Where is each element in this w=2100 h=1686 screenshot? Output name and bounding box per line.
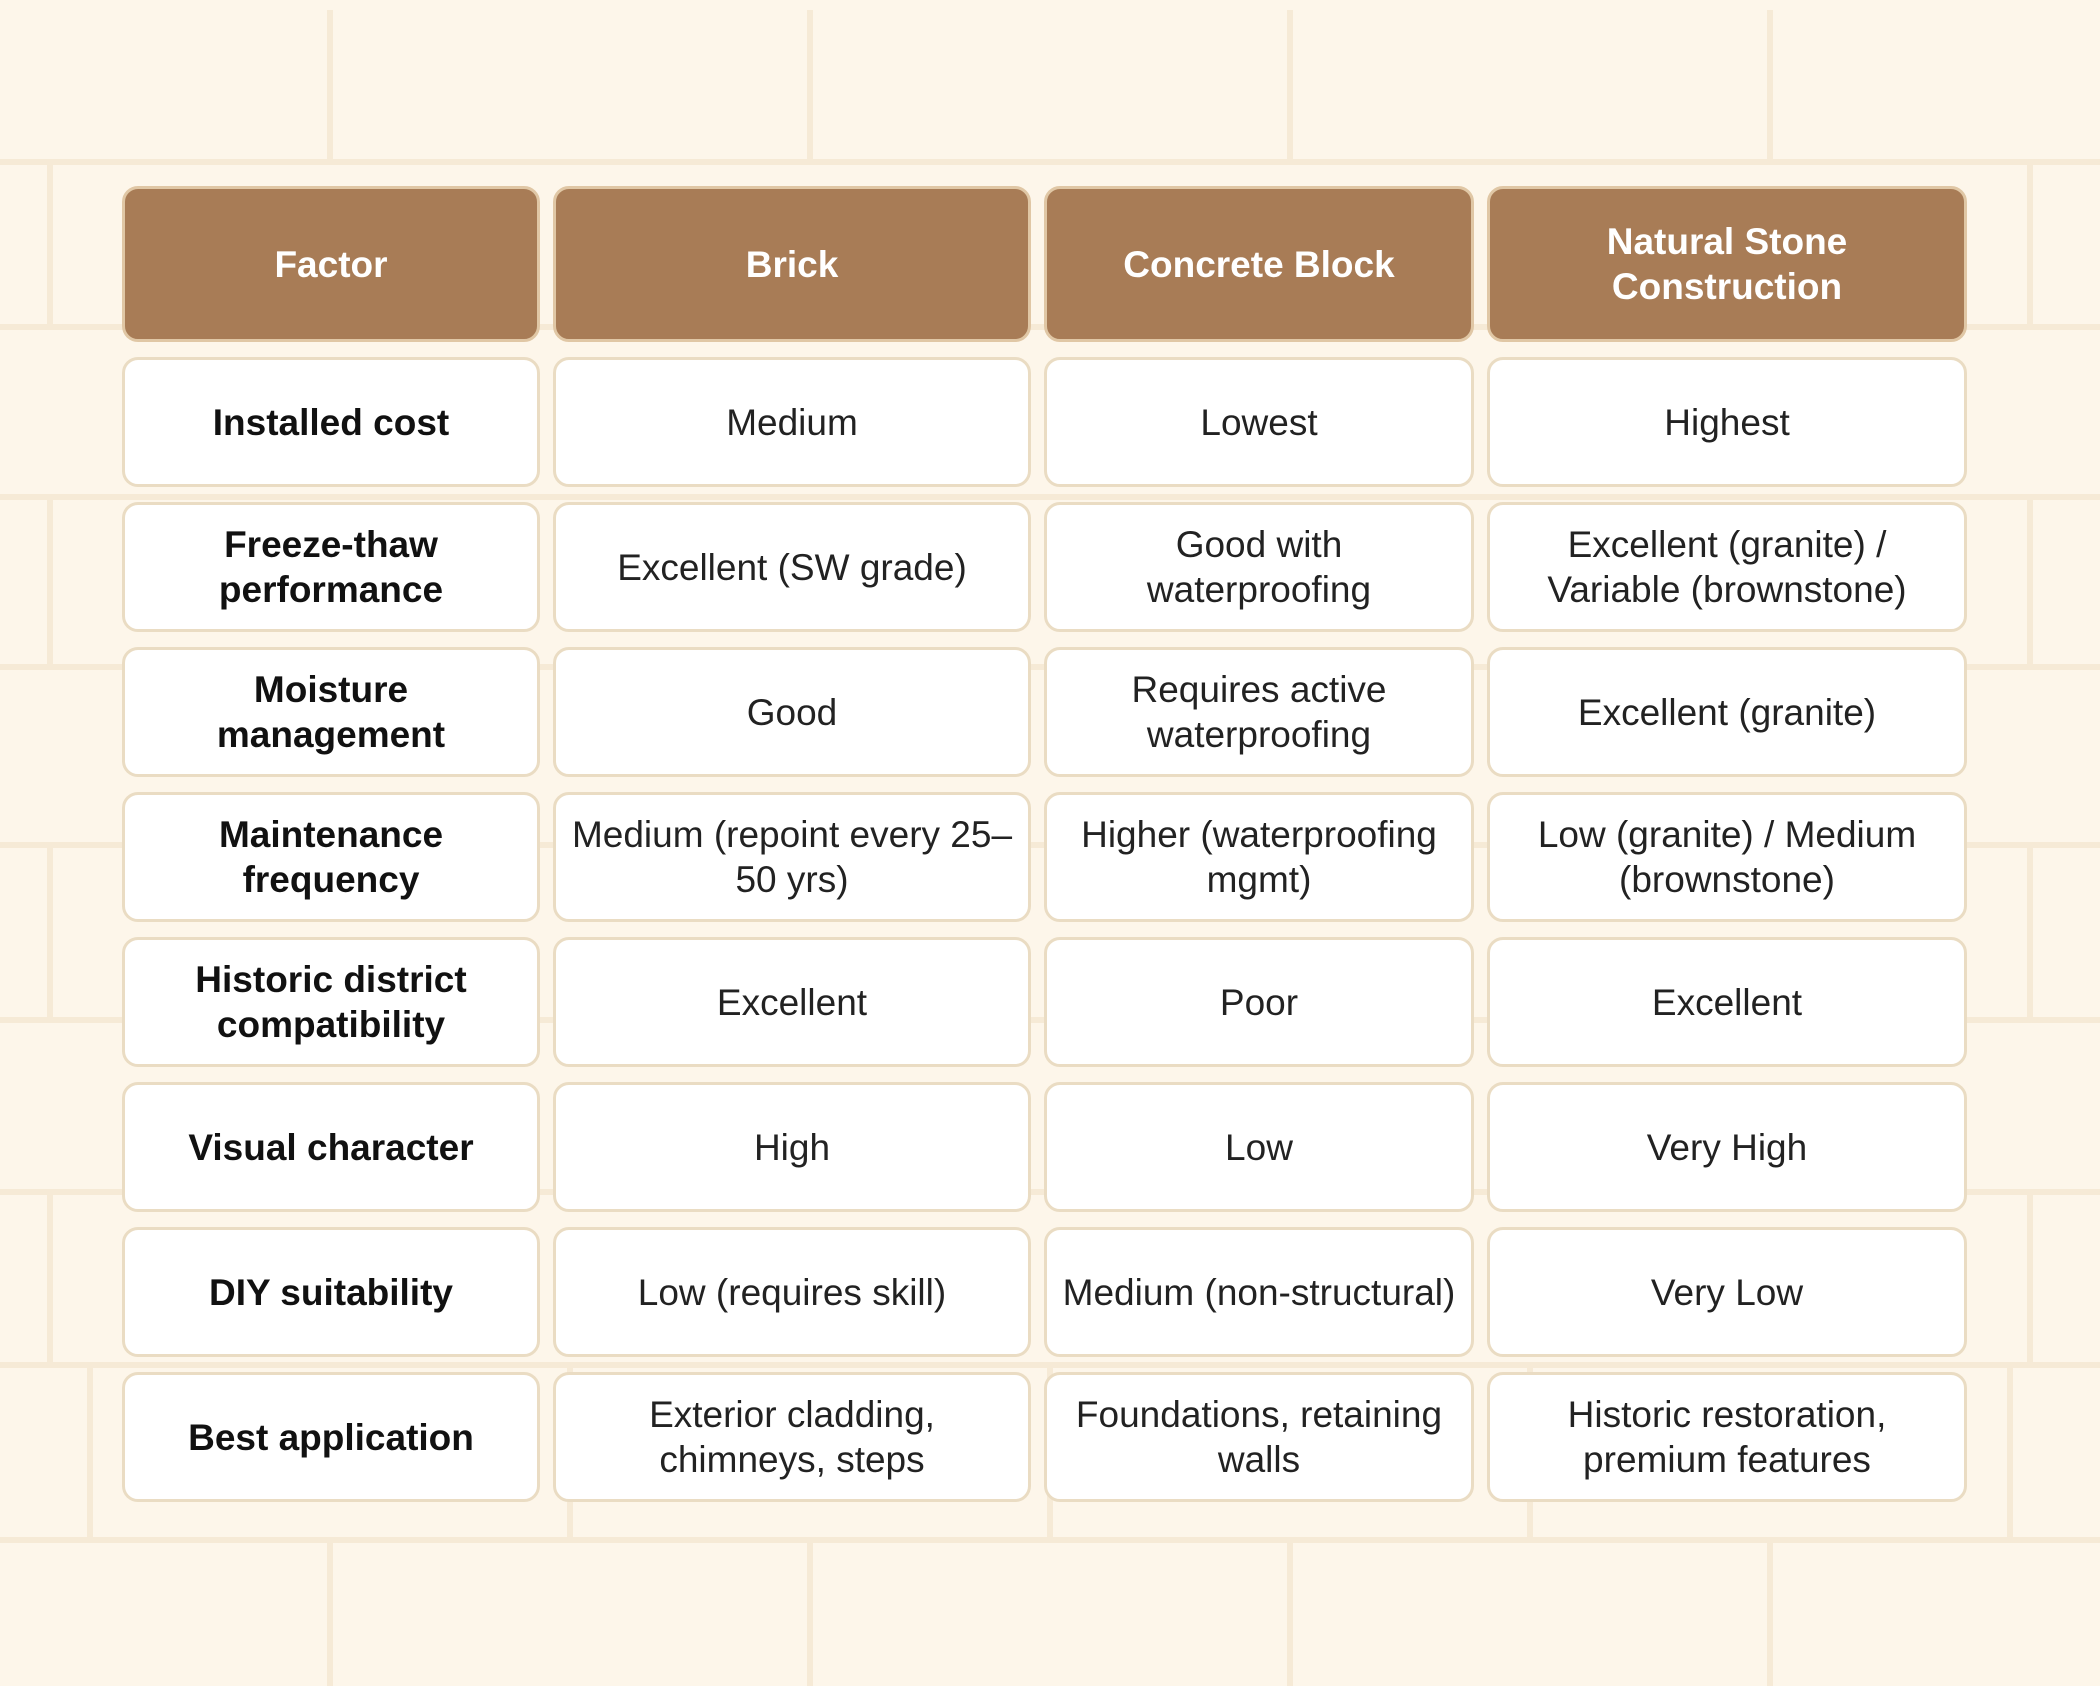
- comparison-table: [122, 186, 1968, 1502]
- cell-brick-maintenance: Medium (repoint every 25–50 yrs): [553, 792, 1031, 922]
- factor-freeze-thaw: Freeze-thaw performance: [122, 502, 540, 632]
- header-natural-stone: Natural Stone Construction: [1487, 186, 1967, 342]
- factor-visual-character: Visual character: [122, 1082, 540, 1212]
- header-concrete-block: Concrete Block: [1044, 186, 1474, 342]
- cell-concrete-freeze-thaw: Good with waterproofing: [1044, 502, 1474, 632]
- cell-concrete-historic: Poor: [1044, 937, 1474, 1067]
- cell-brick-moisture: Good: [553, 647, 1031, 777]
- cell-brick-installed-cost: Medium: [553, 357, 1031, 487]
- factor-maintenance-frequency: Maintenance frequency: [122, 792, 540, 922]
- cell-concrete-moisture: Requires active waterproofing: [1044, 647, 1474, 777]
- factor-moisture-management: Moisture management: [122, 647, 540, 777]
- cell-stone-diy: Very Low: [1487, 1227, 1967, 1357]
- factor-diy-suitability: DIY suitability: [122, 1227, 540, 1357]
- header-factor: Factor: [122, 186, 540, 342]
- cell-brick-application: Exterior cladding, chimneys, steps: [553, 1372, 1031, 1502]
- factor-installed-cost: Installed cost: [122, 357, 540, 487]
- cell-stone-freeze-thaw: Excellent (granite) / Variable (brownstone): [1487, 502, 1967, 632]
- cell-stone-historic: Excellent: [1487, 937, 1967, 1067]
- factor-historic-compatibility: Historic district compatibility: [122, 937, 540, 1067]
- cell-brick-diy: Low (requires skill): [553, 1227, 1031, 1357]
- cell-stone-installed-cost: Highest: [1487, 357, 1967, 487]
- cell-stone-moisture: Excellent (granite): [1487, 647, 1967, 777]
- factor-best-application: Best application: [122, 1372, 540, 1502]
- cell-concrete-maintenance: Higher (waterproofing mgmt): [1044, 792, 1474, 922]
- cell-concrete-installed-cost: Lowest: [1044, 357, 1474, 487]
- cell-brick-freeze-thaw: Excellent (SW grade): [553, 502, 1031, 632]
- cell-brick-historic: Excellent: [553, 937, 1031, 1067]
- header-brick: Brick: [553, 186, 1031, 342]
- cell-concrete-application: Foundations, retaining walls: [1044, 1372, 1474, 1502]
- cell-stone-maintenance: Low (granite) / Medium (brownstone): [1487, 792, 1967, 922]
- cell-stone-visual: Very High: [1487, 1082, 1967, 1212]
- cell-stone-application: Historic restoration, premium features: [1487, 1372, 1967, 1502]
- cell-brick-visual: High: [553, 1082, 1031, 1212]
- cell-concrete-diy: Medium (non-structural): [1044, 1227, 1474, 1357]
- cell-concrete-visual: Low: [1044, 1082, 1474, 1212]
